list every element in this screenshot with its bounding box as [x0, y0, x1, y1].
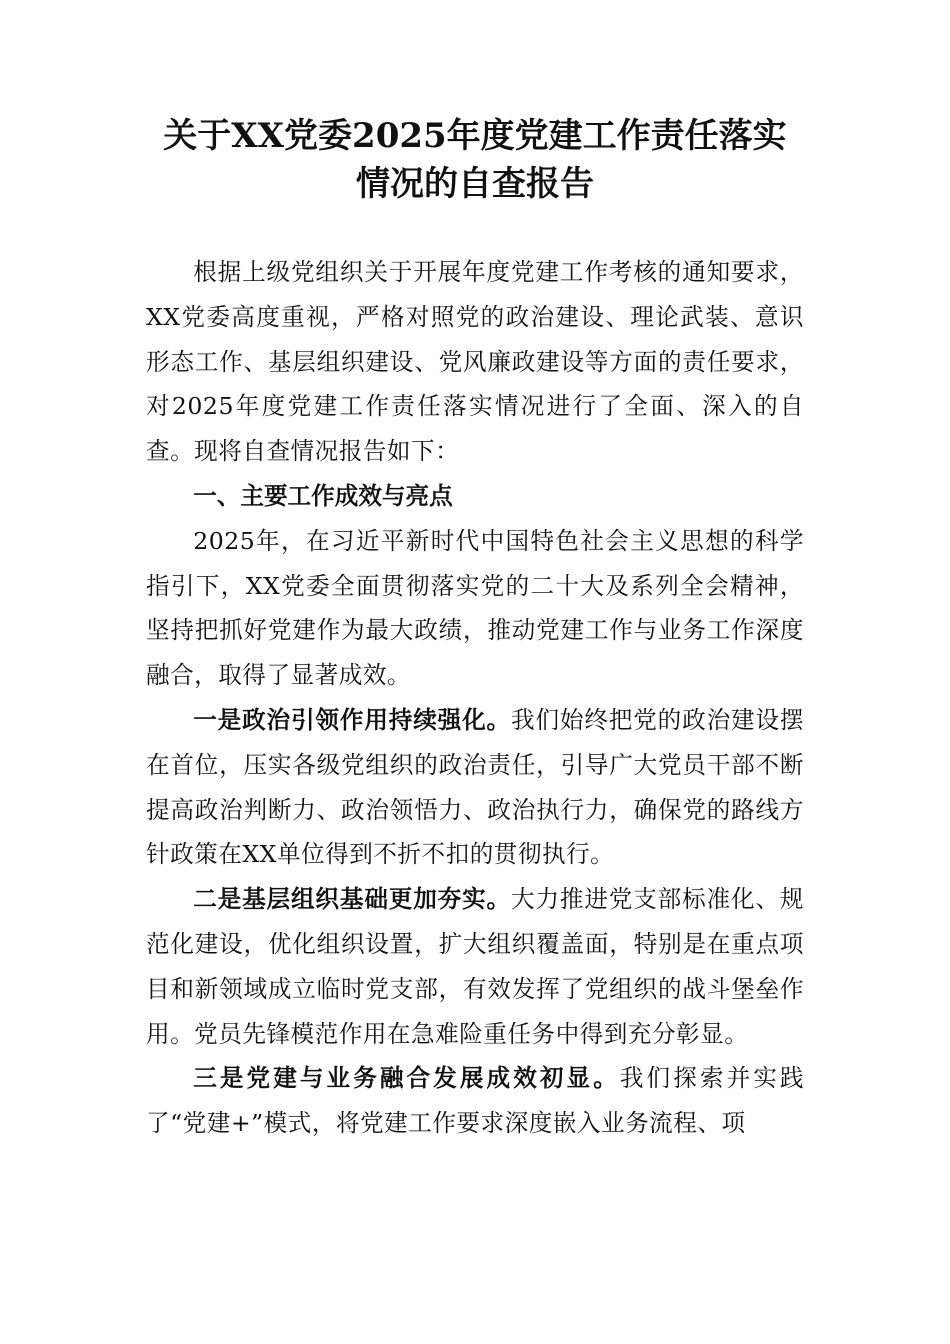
section-1-intro-paragraph: 2025年，在习近平新时代中国特色社会主义思想的科学指引下，XX党委全面贯彻落实党的二十大及系列全会精神，坚持把抓好党建作为最大政绩，推动党建工作与业务工作深度融合，取得了显著成效。	[146, 526, 804, 690]
document-body	[146, 250, 804, 1146]
title-line-2: 情况的自查报告	[356, 164, 594, 204]
point-1-text: 我们始终把党的政治建设摆在首位，压实各级党组织的政治责任，引导广大党员干部不断提高政治判断力、政治领悟力、政治执行力，确保党的路线方针政策在XX单位得到不折不扣的贯彻执行。	[146, 705, 805, 869]
point-2-paragraph	[146, 877, 804, 1056]
point-2-text: 大力推进党支部标准化、规范化建设，优化组织设置，扩大组织覆盖面，特别是在重点项目和新领域成立临时党支部，有效发挥了党组织的战斗堡垒作用。党员先锋模范作用在急难险重任务中得到充分彰显。	[146, 885, 805, 1048]
section-heading-1: 一、主要工作成效与亮点	[193, 481, 453, 510]
document-title	[146, 112, 804, 208]
intro-paragraph: 根据上级党组织关于开展年度党建工作考核的通知要求，XX党委高度重视，严格对照党的政治建设、理论武装、意识形态工作、基层组织建设、党风廉政建设等方面的责任要求，对2025年度党建工作责任落实情况进行了全面、深入的自查。现将自查情况报告如下：	[146, 258, 804, 466]
point-3-text: 我们探索并实践了“党建+”模式，将党建工作要求深度嵌入业务流程、项	[146, 1064, 804, 1138]
point-1-lead: 一是政治引领作用持续强化。	[193, 705, 511, 734]
point-2-lead: 二是基层组织基础更加夯实。	[193, 885, 511, 914]
point-3-lead: 三是党建与业务融合发展成效初显。	[193, 1064, 620, 1093]
point-1-paragraph	[146, 698, 804, 877]
point-3-paragraph	[146, 1056, 804, 1146]
title-line-1: 关于XX党委2025年度党建工作责任落实	[163, 116, 787, 156]
